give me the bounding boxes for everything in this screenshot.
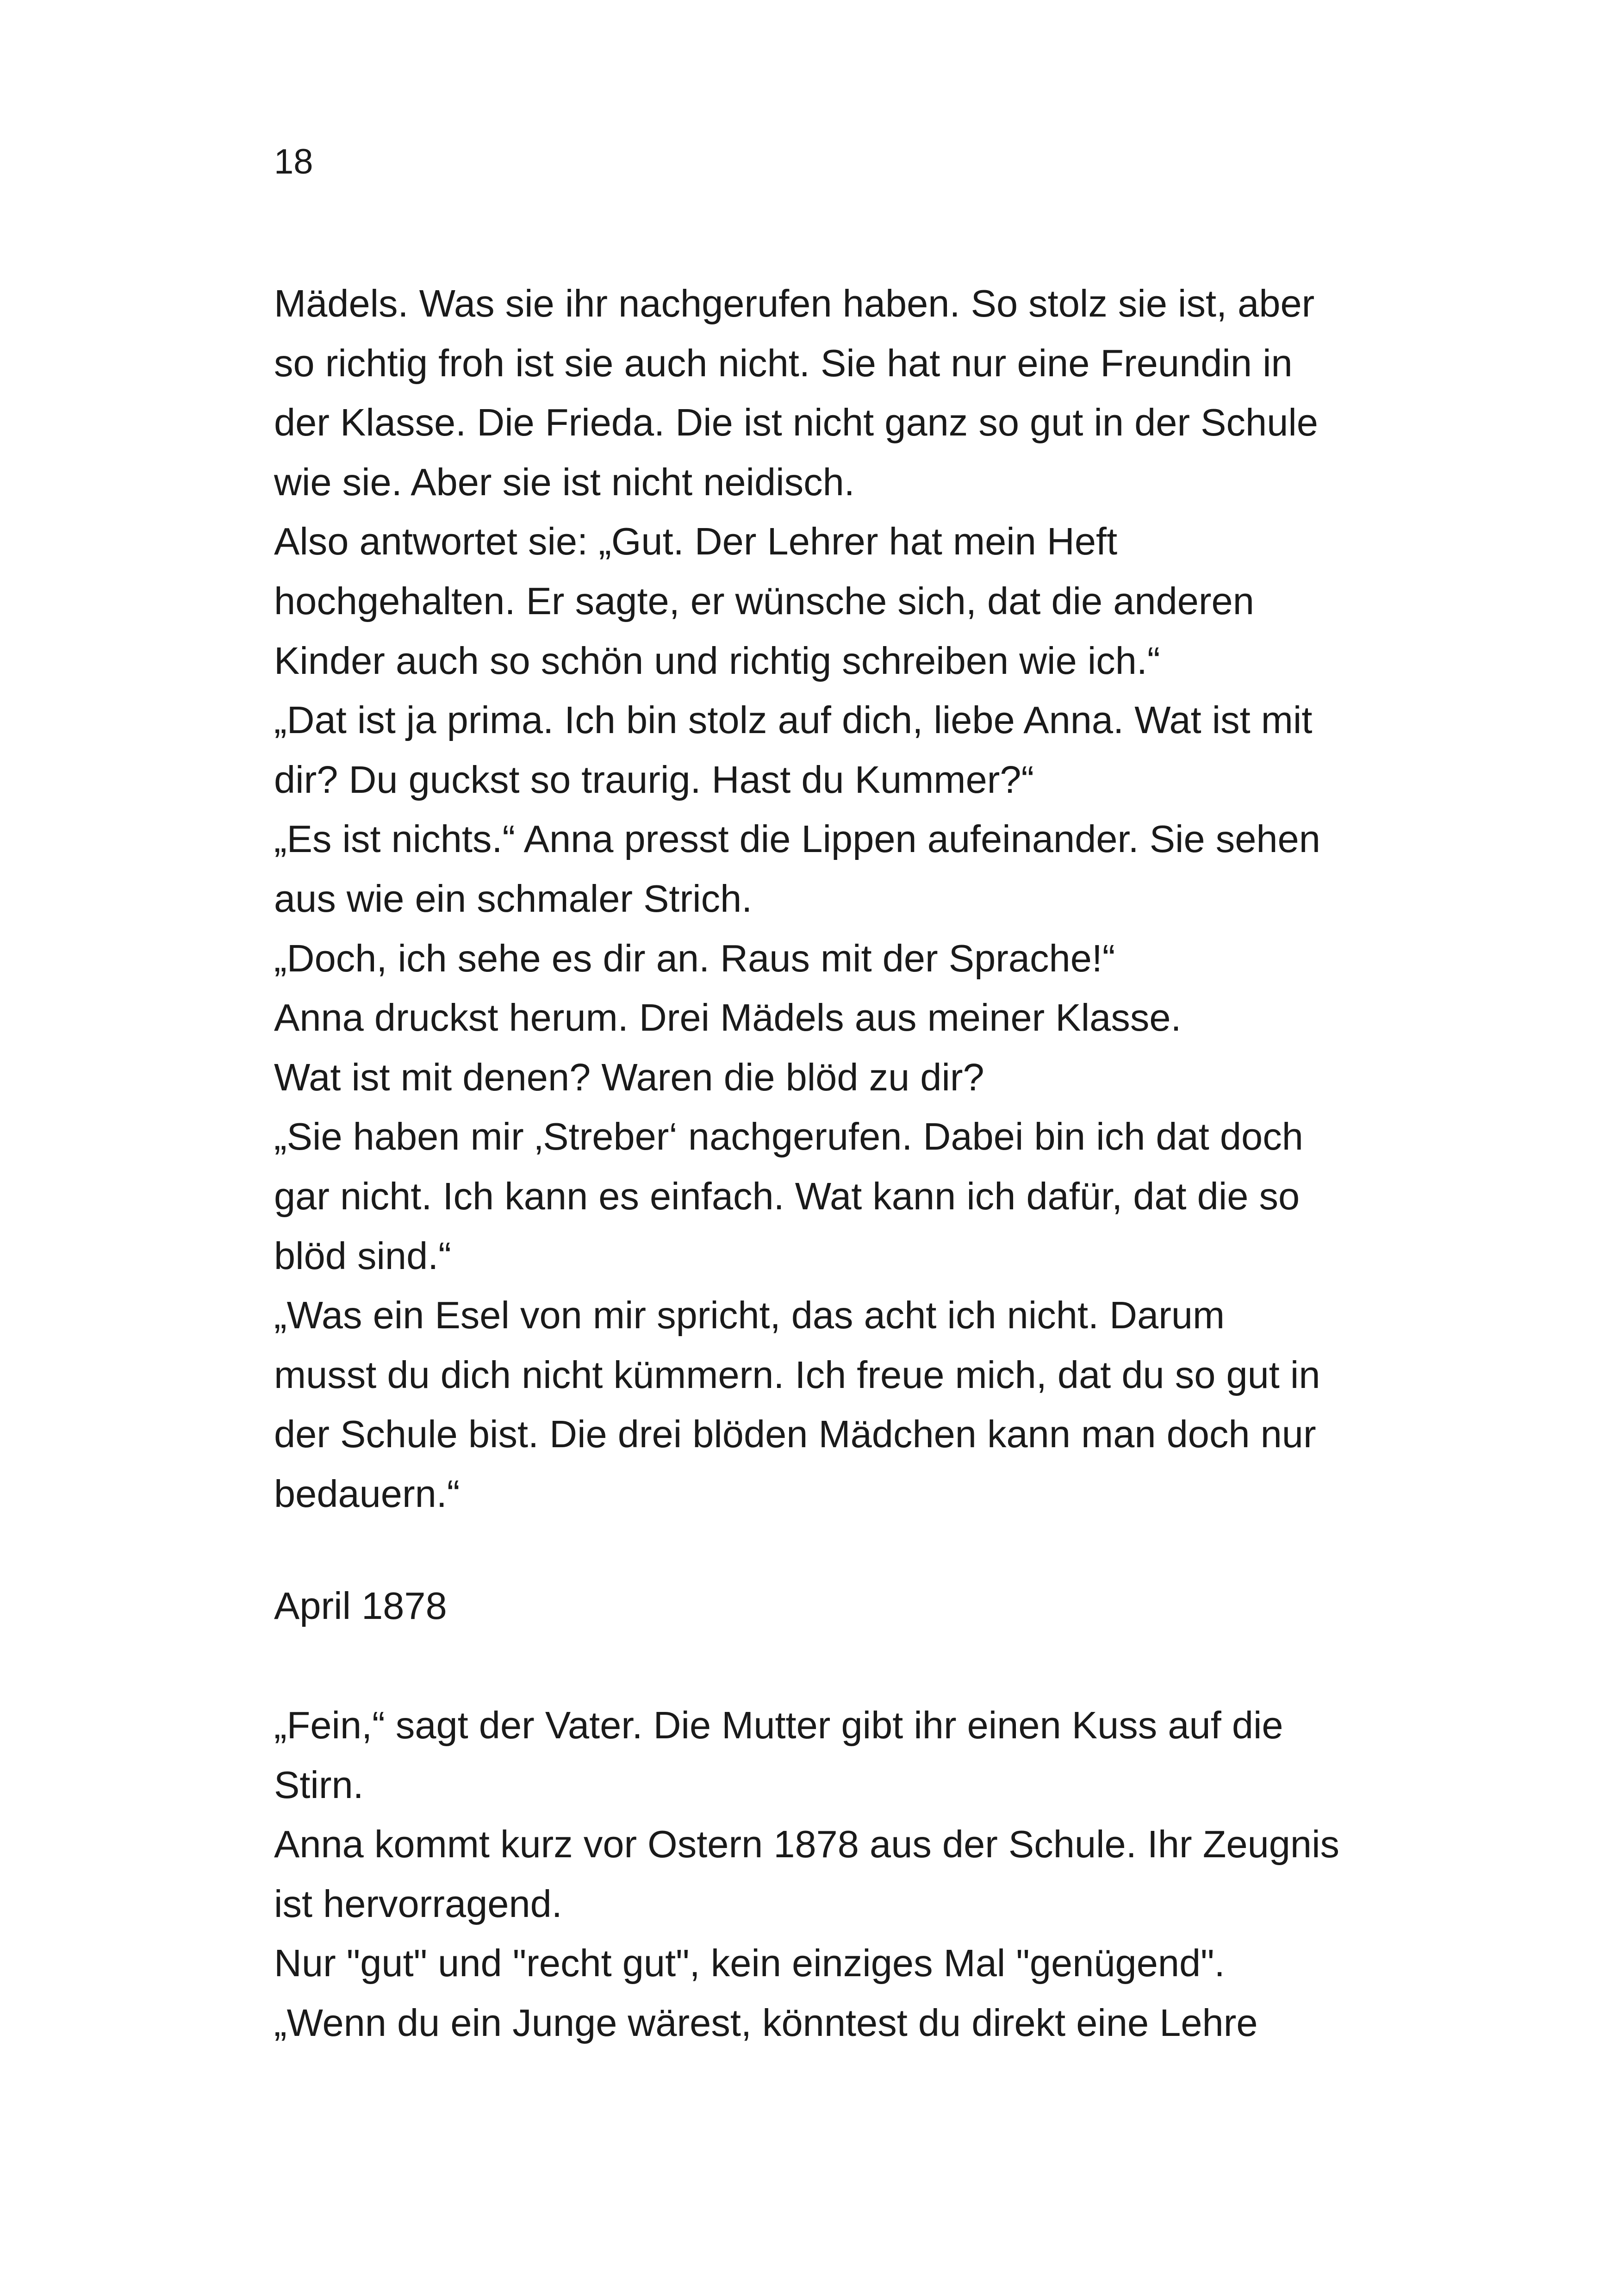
text-line: „Dat ist ja prima. Ich bin stolz auf dich, liebe Anna. Wat ist mit bbox=[274, 698, 1313, 742]
text-line: „Doch, ich sehe es dir an. Raus mit der Sprache!“ bbox=[274, 936, 1115, 980]
text-line: „Fein,“ sagt der Vater. Die Mutter gibt ihr einen Kuss auf die bbox=[274, 1704, 1283, 1747]
text-line: dir? Du guckst so traurig. Hast du Kummer?“ bbox=[274, 758, 1034, 801]
text-line: wie sie. Aber sie ist nicht neidisch. bbox=[274, 460, 855, 504]
text-line: Anna kommt kurz vor Ostern 1878 aus der Schule. Ihr Zeugnis bbox=[274, 1823, 1340, 1866]
text-line: Kinder auch so schön und richtig schreiben wie ich.“ bbox=[274, 639, 1160, 682]
text-line: „Was ein Esel von mir spricht, das acht ich nicht. Darum bbox=[274, 1294, 1225, 1337]
text-line: musst du dich nicht kümmern. Ich freue mich, dat du so gut in bbox=[274, 1353, 1320, 1396]
text-line: Also antwortet sie: „Gut. Der Lehrer hat mein Heft bbox=[274, 520, 1118, 563]
text-line: ist hervorragend. bbox=[274, 1882, 562, 1925]
text-line: Stirn. bbox=[274, 1763, 364, 1806]
body-text-block bbox=[274, 274, 1408, 1524]
text-line: der Schule bist. Die drei blöden Mädchen kann man doch nur bbox=[274, 1412, 1316, 1456]
text-line: „Wenn du ein Junge wärest, könntest du direkt eine Lehre bbox=[274, 2001, 1258, 2044]
text-line: der Klasse. Die Frieda. Die ist nicht ganz so gut in der Schule bbox=[274, 401, 1318, 444]
text-line: gar nicht. Ich kann es einfach. Wat kann ich dafür, dat die so bbox=[274, 1174, 1300, 1218]
text-line: so richtig froh ist sie auch nicht. Sie hat nur eine Freundin in bbox=[274, 341, 1293, 385]
text-line: Mädels. Was sie ihr nachgerufen haben. So stolz sie ist, aber bbox=[274, 282, 1315, 325]
text-line: aus wie ein schmaler Strich. bbox=[274, 877, 753, 920]
text-line: Nur "gut" und "recht gut", kein einziges Mal "genügend". bbox=[274, 1941, 1225, 1985]
text-line: hochgehalten. Er sagte, er wünsche sich, dat die anderen bbox=[274, 579, 1254, 622]
text-line: „Es ist nichts.“ Anna presst die Lippen aufeinander. Sie sehen bbox=[274, 817, 1320, 861]
text-line: bedauern.“ bbox=[274, 1472, 460, 1515]
section-heading-block bbox=[274, 1576, 1408, 1636]
section-heading: April 1878 bbox=[274, 1584, 447, 1627]
text-line: Wat ist mit denen? Waren die blöd zu dir? bbox=[274, 1055, 984, 1099]
text-line: Anna druckst herum. Drei Mädels aus meiner Klasse. bbox=[274, 996, 1182, 1039]
page-number: 18 bbox=[274, 142, 313, 181]
body-text-block bbox=[274, 1696, 1408, 2053]
text-line: blöd sind.“ bbox=[274, 1234, 451, 1277]
text-line: „Sie haben mir ‚Streber‘ nachgerufen. Dabei bin ich dat doch bbox=[274, 1115, 1303, 1158]
